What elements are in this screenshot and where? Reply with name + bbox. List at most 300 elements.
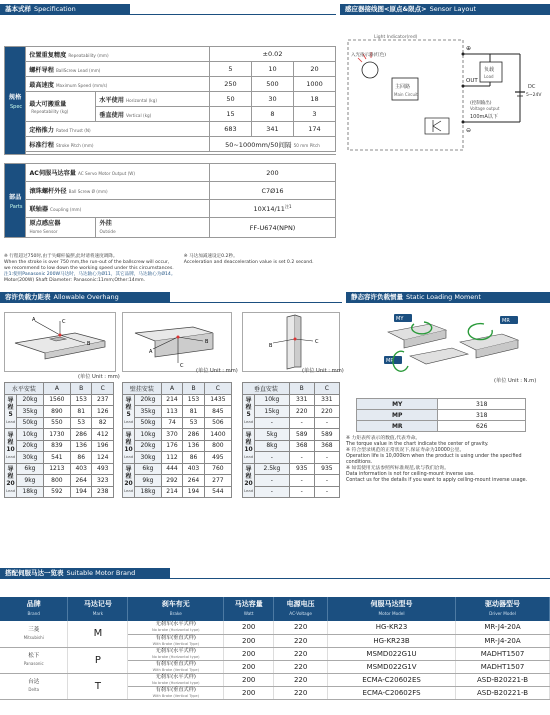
- value-cell: 444: [161, 463, 183, 475]
- mr-tag: MR: [502, 318, 510, 324]
- driver-model-cell: ASD-B20221-B: [456, 686, 550, 699]
- brake-cell: [128, 647, 224, 660]
- value-cell: 890: [43, 406, 70, 418]
- load-cell: -: [255, 475, 290, 487]
- lead-group: [243, 394, 255, 429]
- note-line: ※ 马达加减速设定0.2秒。: [183, 254, 238, 259]
- header-cn: 马达容量: [234, 600, 263, 608]
- header-cn: 驱动器型号: [485, 600, 520, 608]
- vertical-mount-icon: [243, 313, 339, 371]
- table-title: 壁挂安装: [123, 383, 162, 395]
- note-line: Contact us for the details if you want to apply ceiling-mount inverse usage.: [346, 478, 528, 483]
- table-row: [5, 475, 114, 487]
- value-cell: 286: [183, 429, 205, 441]
- value-cell: -: [289, 486, 314, 498]
- lead-group-en: Lead: [6, 453, 16, 459]
- sensor-value: FF-U674(NPN): [210, 218, 336, 238]
- lead-group: [123, 394, 135, 429]
- note-line: ※ 如需使用无法参照所标准规范,欲与我们洽询。: [346, 466, 450, 471]
- value-cell: 53: [70, 417, 92, 429]
- watt-cell: 200: [224, 647, 274, 660]
- table-row: [357, 410, 526, 421]
- vertical-value: 3: [294, 107, 336, 122]
- vertical-overhang-table: [242, 382, 340, 498]
- table-row: [5, 394, 114, 406]
- load-cell: 35kg: [17, 406, 44, 418]
- brand-en: Mitsubishi: [23, 634, 44, 640]
- value-cell: 86: [70, 452, 92, 464]
- table-row: [5, 452, 114, 464]
- brake-en: No brake (Horizontal type): [151, 654, 200, 659]
- value-cell: 81: [183, 406, 205, 418]
- value-cell: -: [289, 417, 314, 429]
- lead-value: 10: [252, 62, 294, 77]
- value-cell: 550: [43, 417, 70, 429]
- payload-label: [26, 92, 96, 122]
- axis-b-label: B: [269, 343, 273, 349]
- value-cell: 839: [43, 440, 70, 452]
- motor-section-header: [0, 568, 170, 579]
- value-cell: 136: [183, 440, 205, 452]
- load-cell: -: [255, 417, 290, 429]
- value-cell: 323: [92, 475, 114, 487]
- column-header: C: [204, 383, 231, 395]
- brand-cn: 三菱: [28, 626, 40, 633]
- brand-cell: [0, 673, 68, 699]
- table-row: [5, 486, 114, 498]
- motor-model-cell: HG-KR23: [328, 621, 456, 634]
- lead-group-cn: 导程5: [125, 397, 132, 419]
- lead-group-en: Lead: [124, 419, 134, 425]
- value-cell: 196: [92, 440, 114, 452]
- voltage-cell: 220: [274, 621, 328, 634]
- table-row: [243, 429, 340, 441]
- repeat-value: ±0.02: [210, 47, 336, 62]
- table-row: [123, 452, 232, 464]
- brake-cn: 有刹车(垂直式样): [155, 634, 196, 641]
- table-row: [243, 452, 340, 464]
- motor-model-cell: ECMA-C20602ES: [328, 673, 456, 686]
- load-cell: 30kg: [135, 452, 162, 464]
- static-header-cn: 静态容许负载惯量: [351, 293, 403, 301]
- spec-table: [4, 46, 336, 155]
- voltage-cell: 220: [274, 686, 328, 699]
- value-cell: 506: [204, 417, 231, 429]
- value-cell: 1435: [204, 394, 231, 406]
- value-cell: 86: [183, 452, 205, 464]
- header-en: Watt: [243, 611, 254, 616]
- value-cell: 126: [92, 406, 114, 418]
- static-moment-table: [356, 398, 526, 432]
- thrust-en: Rated Thrust (N): [55, 127, 91, 133]
- moment-key: MP: [357, 410, 438, 421]
- main-circuit-cn: 主回路: [395, 84, 411, 90]
- coupling-value: [210, 200, 336, 218]
- column-header: [68, 597, 128, 621]
- overhang-header-en: Allowable Overhang: [53, 293, 119, 301]
- horizontal-label: [96, 92, 210, 107]
- value-cell: 541: [43, 452, 70, 464]
- sensor-sub-cn: 外挂: [99, 219, 112, 227]
- horizontal-cn: 水平使用: [99, 96, 124, 104]
- table-row: [243, 486, 340, 498]
- divider: [130, 14, 336, 15]
- motor-header-en: Suitable Motor Brand: [66, 569, 136, 577]
- side-cn: 规格: [8, 93, 22, 101]
- screw-value: C7Ø16: [210, 182, 336, 200]
- brake-cn: 无刹车(水平式样): [155, 647, 196, 654]
- out-terminal: OUT: [466, 78, 478, 84]
- note-line: ※ 力矩表所表示的数值,代表寿命。: [346, 436, 421, 441]
- moment-value: 318: [438, 410, 526, 421]
- moment-value: 626: [438, 421, 526, 432]
- repeat-label: [26, 47, 210, 62]
- spec-header-cn: 基本式样: [5, 5, 31, 13]
- speed-cn: 最高速度: [29, 81, 54, 89]
- load-cell: 2.5kg: [255, 463, 290, 475]
- lead-group: [5, 394, 17, 429]
- value-cell: 153: [70, 394, 92, 406]
- vertical-mount-diagram: [242, 312, 340, 372]
- thrust-label: [26, 122, 210, 137]
- note-line: we recommend to low down the working speed under this circumstances.: [4, 266, 174, 271]
- table-row: [123, 394, 232, 406]
- vertical-value: 15: [210, 107, 252, 122]
- my-tag: MY: [396, 316, 404, 322]
- value-cell: 589: [314, 429, 339, 441]
- value-cell: 1400: [204, 429, 231, 441]
- speed-en: Maximum Speed (mm/s): [55, 82, 108, 88]
- value-cell: 124: [92, 452, 114, 464]
- lead-group-en: Lead: [124, 488, 134, 494]
- load-cell: 10kg: [135, 429, 162, 441]
- value-cell: 214: [161, 486, 183, 498]
- coupling-en: Coupling (mm): [50, 207, 82, 212]
- repeat-cn: 位置重复精度: [29, 51, 67, 59]
- brand-en: Delta: [28, 687, 40, 692]
- speed-label: [26, 77, 210, 92]
- value-cell: 264: [183, 475, 205, 487]
- column-header: B: [70, 383, 92, 395]
- value-cell: 331: [314, 394, 339, 406]
- note-line: 注1:使用Panasonic 200W马达时，马达轴心为Ø11，其它品牌，马达轴心为Ø14。: [4, 272, 176, 277]
- brake-en: With Brake (Vertical Type): [152, 667, 199, 672]
- voltage-cell: 220: [274, 634, 328, 647]
- value-cell: 370: [161, 429, 183, 441]
- axis-c-label: C: [62, 319, 66, 325]
- header-cn: 刹车有无: [161, 600, 190, 608]
- lead-group-cn: 导程5: [7, 397, 14, 419]
- lead-group: [243, 429, 255, 464]
- static-unit-label: (单位 Unit : N.m): [494, 378, 537, 384]
- screw-label: [26, 182, 210, 200]
- lead-group: [243, 463, 255, 498]
- note-line: When the stroke is over 750 mm,the run-out of the ballscrew will occur,: [4, 260, 170, 265]
- table-row: [357, 421, 526, 432]
- value-cell: -: [289, 452, 314, 464]
- sensor-header-en: Sensor Layout: [429, 5, 477, 13]
- value-cell: 237: [92, 394, 114, 406]
- load-cell: 5kg: [255, 429, 290, 441]
- table-row: [243, 475, 340, 487]
- value-cell: 495: [204, 452, 231, 464]
- value-cell: 331: [289, 394, 314, 406]
- repeat-en: Repeatability (mm): [68, 52, 109, 58]
- column-header: [328, 597, 456, 621]
- side-cn: 部品: [9, 193, 22, 201]
- table-row: [243, 406, 340, 418]
- header-cn: 伺服马达型号: [370, 600, 413, 608]
- brake-en: No brake (Horizontal type): [151, 680, 200, 685]
- table-row: [123, 486, 232, 498]
- load-cell: 30kg: [17, 452, 44, 464]
- stroke-value-en: 50 mm Pitch: [293, 142, 320, 148]
- voltage-output-en: Voltage output: [470, 106, 500, 111]
- value-cell: 493: [92, 463, 114, 475]
- column-header: [274, 597, 328, 621]
- static-moment-icons: [380, 312, 526, 372]
- sensor-label: [26, 218, 96, 238]
- load-en: Load: [484, 74, 494, 79]
- lead-value: 20: [294, 62, 336, 77]
- horizontal-overhang-table: [4, 382, 114, 498]
- voltage-cell: 220: [274, 647, 328, 660]
- static-moment-diagram: [380, 312, 526, 372]
- load-cn: 负载: [484, 67, 495, 73]
- value-cell: -: [314, 452, 339, 464]
- coupling-label: [26, 200, 210, 218]
- stroke-cn: 标准行程: [29, 141, 54, 149]
- light-indicator-cn: 入光指示器(红色): [351, 53, 387, 58]
- lead-group-cn: 导程10: [6, 431, 15, 453]
- unit-label: (单位 Unit : mm): [196, 368, 238, 374]
- value-cell: 403: [70, 463, 92, 475]
- main-circuit-en: Main Circuit: [394, 92, 418, 97]
- brand-cell: [0, 621, 68, 647]
- vertical-value: 8: [252, 107, 294, 122]
- load-cell: 50kg: [135, 417, 162, 429]
- table-row: [5, 429, 114, 441]
- payload-en: Repeatability (kg): [31, 108, 69, 114]
- driver-model-cell: MADHT1507: [456, 660, 550, 673]
- positive-terminal: ⊕: [466, 45, 472, 52]
- lead-group-cn: 导程20: [124, 466, 133, 488]
- unit-label: (单位 Unit : mm): [302, 368, 344, 374]
- coupling-sup: 注1: [284, 203, 292, 209]
- column-header: [224, 597, 274, 621]
- lead-group: [123, 463, 135, 498]
- lead-group-en: Lead: [6, 419, 16, 425]
- watt-cell: 200: [224, 621, 274, 634]
- brake-cell: [128, 686, 224, 699]
- table-row: [243, 417, 340, 429]
- spec-notes: [4, 254, 344, 284]
- load-cell: 50kg: [17, 417, 44, 429]
- table-row: [243, 463, 340, 475]
- value-cell: 82: [92, 417, 114, 429]
- value-cell: 935: [289, 463, 314, 475]
- brake-en: With Brake (Vertical Type): [152, 641, 199, 646]
- payload-cn: 最大可搬重量: [29, 100, 67, 108]
- brand-cn: 台达: [28, 679, 40, 685]
- motor-model-cell: HG-KR23B: [328, 634, 456, 647]
- mp-tag: MP: [386, 358, 394, 364]
- voltage-output-cn: (控制输出): [470, 101, 492, 106]
- lead-value: 5: [210, 62, 252, 77]
- column-header: B: [183, 383, 205, 395]
- stroke-value: [210, 137, 336, 152]
- sensor-section-header: [340, 4, 550, 15]
- brake-cell: [128, 621, 224, 634]
- header-cn: 电源电压: [286, 600, 315, 608]
- motor-value: 200: [210, 164, 336, 182]
- value-cell: 368: [314, 440, 339, 452]
- watt-cell: 200: [224, 660, 274, 673]
- motor-header-cn: 搭配伺服马达一览表: [5, 569, 64, 577]
- value-cell: 112: [161, 452, 183, 464]
- lead-group-cn: 导程10: [124, 431, 133, 453]
- value-cell: 220: [314, 406, 339, 418]
- lead-group: [5, 463, 17, 498]
- value-cell: 286: [70, 429, 92, 441]
- column-header: A: [43, 383, 70, 395]
- value-cell: 194: [70, 486, 92, 498]
- dc-label: DC: [528, 84, 536, 90]
- table-row: [243, 394, 340, 406]
- wall-mount-diagram: [122, 312, 232, 372]
- value-cell: 194: [183, 486, 205, 498]
- note-line: Acceleration and deacceleration value is set 0.2 second.: [183, 260, 314, 265]
- moment-value: 318: [438, 399, 526, 410]
- brand-cn: 松下: [28, 653, 40, 659]
- sensor-sub-label: [96, 218, 210, 238]
- speed-value: 500: [252, 77, 294, 92]
- header-cn: 品牌: [26, 600, 41, 608]
- table-row: [123, 406, 232, 418]
- table-title: 水平安装: [5, 383, 44, 395]
- table-row: [0, 647, 550, 660]
- lead-group-en: Lead: [124, 453, 134, 459]
- value-cell: 153: [183, 394, 205, 406]
- divider: [170, 578, 550, 579]
- value-cell: -: [289, 475, 314, 487]
- load-cell: 9kg: [17, 475, 44, 487]
- screw-en: Ball Screw Ø (mm): [68, 189, 108, 194]
- load-cell: 10kg: [255, 394, 290, 406]
- value-cell: -: [314, 486, 339, 498]
- static-header-en: Static Loading Moment: [406, 293, 481, 301]
- motor-en: AC Servo Motor Output (W): [77, 171, 136, 176]
- vertical-cn: 垂直使用: [99, 111, 124, 119]
- value-cell: -: [314, 475, 339, 487]
- value-cell: 176: [161, 440, 183, 452]
- value-cell: 1730: [43, 429, 70, 441]
- axis-a-label: A: [32, 317, 36, 323]
- side-en: Parts: [10, 203, 23, 210]
- header-cn: 马达记号: [83, 600, 112, 608]
- vertical-label: [96, 107, 210, 122]
- lead-group: [5, 429, 17, 464]
- stroke-label: [26, 137, 210, 152]
- table-row: [5, 417, 114, 429]
- table-row: [123, 475, 232, 487]
- table-title: 垂直安装: [243, 383, 290, 395]
- table-row: [0, 621, 550, 634]
- table-row: [123, 463, 232, 475]
- load-cell: -: [255, 452, 290, 464]
- table-row: [357, 399, 526, 410]
- mark-cell: P: [68, 647, 128, 673]
- overhang-header-cn: 容许负载力距表: [5, 293, 51, 301]
- brand-cell: [0, 647, 68, 673]
- load-cell: 20kg: [17, 440, 44, 452]
- brake-en: No brake (Horizontal type): [151, 628, 200, 633]
- load-cell: 10kg: [17, 429, 44, 441]
- speed-value: 1000: [294, 77, 336, 92]
- value-cell: 592: [43, 486, 70, 498]
- thrust-value: 341: [252, 122, 294, 137]
- header-en: Brand: [27, 611, 40, 616]
- note-line: Motor(200W) Shaft Diameter: Panasonic:11mm;Other:14mm.: [4, 278, 146, 283]
- spec-side-label: [5, 47, 26, 155]
- horizontal-value: 30: [252, 92, 294, 107]
- lead-group-cn: 导程20: [244, 466, 253, 488]
- lead-group-en: Lead: [244, 488, 254, 494]
- moment-key: MR: [357, 421, 438, 432]
- column-header: B: [289, 383, 314, 395]
- value-cell: 845: [204, 406, 231, 418]
- side-en: Spec: [10, 103, 23, 110]
- column-header: C: [314, 383, 339, 395]
- value-cell: 81: [70, 406, 92, 418]
- value-cell: 277: [204, 475, 231, 487]
- motor-model-cell: MSMD022G1U: [328, 647, 456, 660]
- coupling-text: 10X14/11: [253, 205, 285, 214]
- horizontal-mount-icon: [5, 313, 115, 371]
- table-row: [5, 440, 114, 452]
- motor-label: [26, 164, 210, 182]
- sensor-en: Home Sensor: [29, 228, 58, 234]
- screw-cn: 滚珠螺杆外径: [29, 188, 67, 195]
- lead-group: [123, 429, 135, 464]
- value-cell: 113: [161, 406, 183, 418]
- driver-model-cell: ASD-B20221-B: [456, 673, 550, 686]
- moment-key: MY: [357, 399, 438, 410]
- brake-cn: 无刹车(水平式样): [155, 621, 196, 628]
- load-cell: 15kg: [255, 406, 290, 418]
- value-cell: 403: [183, 463, 205, 475]
- driver-model-cell: MADHT1507: [456, 647, 550, 660]
- table-row: [243, 440, 340, 452]
- lead-cn: 螺杆导程: [29, 66, 54, 74]
- motor-model-cell: ECMA-C20602FS: [328, 686, 456, 699]
- lead-group-en: Lead: [244, 419, 254, 425]
- table-row: [123, 429, 232, 441]
- note-line: ※ 符合型录规范的正常状况下,保证寿命为10000公里。: [346, 448, 465, 453]
- load-cell: 20kg: [135, 394, 162, 406]
- value-cell: 1560: [43, 394, 70, 406]
- column-header: [456, 597, 550, 621]
- horizontal-value: 50: [210, 92, 252, 107]
- value-cell: 800: [43, 475, 70, 487]
- load-cell: 9kg: [135, 475, 162, 487]
- spec-header-en: Specification: [34, 5, 76, 13]
- watt-cell: 200: [224, 686, 274, 699]
- lead-group-cn: 导程10: [244, 431, 253, 453]
- lead-group-cn: 导程20: [6, 466, 15, 488]
- value-cell: -: [314, 417, 339, 429]
- note-line: ※ 行程超过750时,由于失螺杆偏摆,此时请将速度调降。: [4, 254, 118, 259]
